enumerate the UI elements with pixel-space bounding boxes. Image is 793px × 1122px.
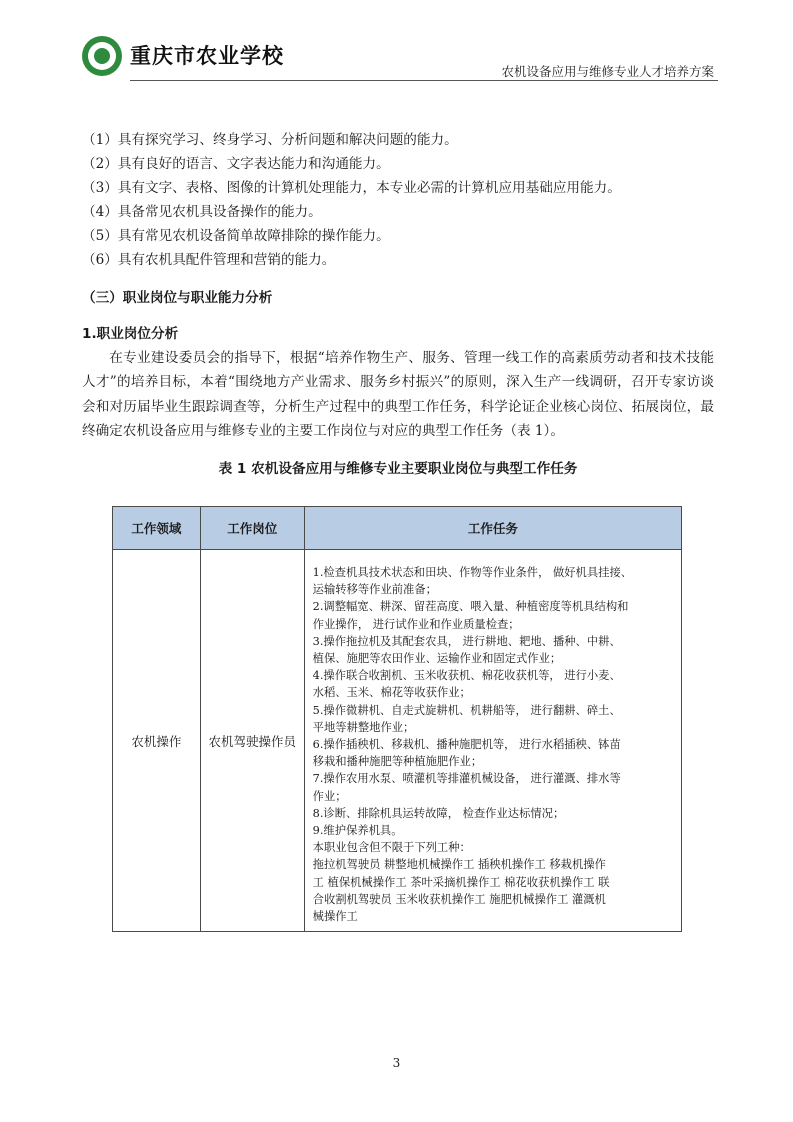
header-cell-tasks: 工作任务 <box>304 507 681 550</box>
ability-item-5: （5）具有常见农机设备简单故障排除的操作能力。 <box>82 228 390 244</box>
cell-work-position: 农机驾驶操作员 <box>200 550 304 932</box>
task-line: 2.调整幅宽、耕深、留茬高度、喂入量、种植密度等机具结构和 <box>312 600 629 614</box>
task-line: 植保、施肥等农田作业、运输作业和固定式作业； <box>312 652 562 666</box>
table-header-row <box>113 507 682 550</box>
page-number: 3 <box>392 1056 401 1070</box>
page-header <box>82 34 722 82</box>
task-line: 8.诊断、排除机具运转故障， 检查作业达标情况； <box>312 806 565 820</box>
cell-work-tasks <box>304 550 681 932</box>
header-cell-position: 工作岗位 <box>200 507 304 550</box>
ability-item-6: （6）具有农机具配件管理和营销的能力。 <box>82 252 336 268</box>
job-task-table <box>112 506 682 932</box>
school-logo-icon <box>82 36 122 76</box>
subsection-heading: 1.职业岗位分析 <box>82 326 179 342</box>
task-line: 6.操作插秧机、移栽机、播种施肥机等， 进行水稻插秧、钵苗 <box>312 738 621 752</box>
document-title: 农机设备应用与维修专业人才培养方案 <box>501 64 714 79</box>
school-name: 重庆市农业学校 <box>130 44 284 68</box>
task-line: 工 植保机械操作工 茶叶采摘机操作工 棉花收获机操作工 联 <box>312 875 610 889</box>
ability-item-1: （1）具有探究学习、终身学习、分析问题和解决问题的能力。 <box>82 132 458 148</box>
task-line: 移栽和播种施肥等种植施肥作业； <box>312 755 483 769</box>
cell-work-field: 农机操作 <box>113 550 201 932</box>
table-caption: 表 1 农机设备应用与维修专业主要职业岗位与典型工作任务 <box>218 460 578 477</box>
task-line: 械操作工 <box>312 910 358 924</box>
section-heading: （三）职业岗位与职业能力分析 <box>82 290 273 306</box>
task-line: 水稻、玉米、棉花等收获作业； <box>312 686 471 700</box>
ability-item-4: （4）具备常见农机具设备操作的能力。 <box>82 204 322 220</box>
task-line: 作业操作， 进行试作业和作业质量检查； <box>312 617 520 631</box>
task-line: 本职业包含但不限于下列工种： <box>312 841 471 855</box>
table-row <box>113 550 682 932</box>
body-paragraph: 在专业建设委员会的指导下，根据“培养作物生产、服务、管理一线工作的高素质劳动者和技术技能人才”的培养目标，本着“围绕地方产业需求、服务乡村振兴”的原则，深入生产一线调研，召开专家访谈会和对历届毕业生跟踪调查等，分析生产过程中的典型工作任务，科学论证企业核心岗位、拓展岗位，最终确定农机设备应用与维修专业的主要工作岗位与对应的典型工作任务（表 1）。 <box>82 350 714 440</box>
ability-item-2: （2）具有良好的语言、文字表达能力和沟通能力。 <box>82 156 390 172</box>
task-line: 1.检查机具技术状态和田块、作物等作业条件， 做好机具挂接、 <box>312 566 633 579</box>
header-cell-field: 工作领域 <box>113 507 201 550</box>
task-line: 4.操作联合收割机、玉米收获机、棉花收获机等， 进行小麦、 <box>312 669 621 683</box>
task-line: 平地等耕整地作业； <box>312 720 415 734</box>
task-line: 3.操作拖拉机及其配套农具， 进行耕地、耙地、播种、中耕、 <box>312 634 621 648</box>
header-divider <box>130 80 718 81</box>
task-line: 合收割机驾驶员 玉米收获机操作工 施肥机械操作工 灌溉机 <box>312 892 606 906</box>
task-line: 7.操作农用水泵、喷灌机等排灌机械设备， 进行灌溉、排水等 <box>312 772 621 786</box>
task-line: 5.操作微耕机、自走式旋耕机、机耕船等， 进行翻耕、碎土、 <box>312 703 621 717</box>
ability-item-3: （3）具有文字、表格、图像的计算机处理能力，本专业必需的计算机应用基础应用能力。 <box>82 180 621 196</box>
task-line: 运输转移等作业前准备； <box>312 583 437 597</box>
page-content <box>82 128 714 480</box>
task-line: 拖拉机驾驶员 耕整地机械操作工 插秧机操作工 移栽机操作 <box>312 858 606 872</box>
task-line: 作业； <box>312 789 347 803</box>
task-line: 9.维护保养机具。 <box>312 824 403 838</box>
